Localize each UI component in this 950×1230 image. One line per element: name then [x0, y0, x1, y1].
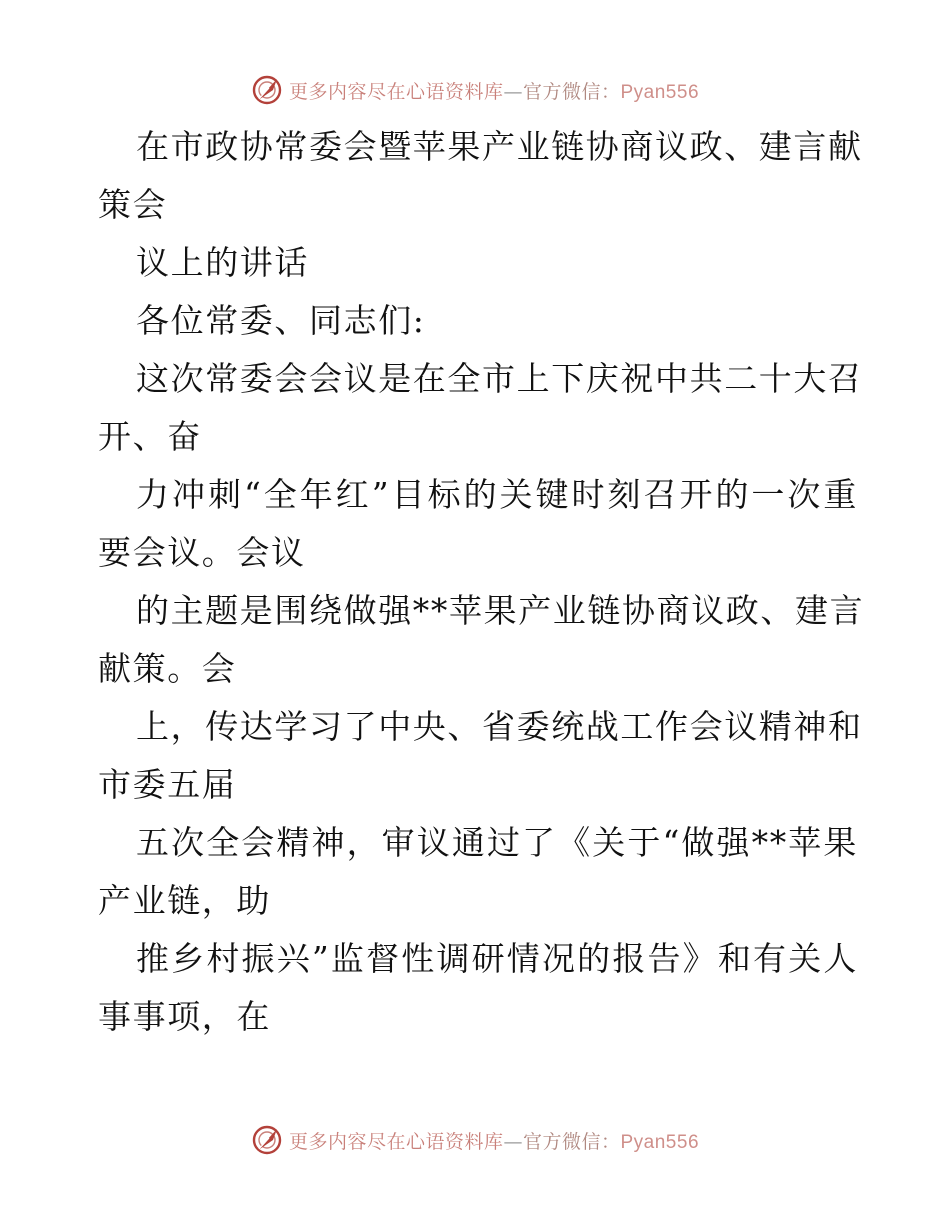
quill-logo-icon [251, 1124, 283, 1156]
text-line: 议上的讲话 [136, 243, 309, 282]
text-line: 在市政协常委会暨苹果产业链协商议政、建言献 [136, 127, 863, 166]
watermark-label: 官方微信： [522, 1130, 621, 1153]
footer-watermark [0, 1120, 950, 1160]
text-line: 上，传达学习了中央、省委统战工作会议精神和 [136, 707, 863, 746]
watermark-title: 更多内容尽在心语资料库 [288, 1130, 504, 1153]
text-line: 事事项，在 [98, 997, 271, 1036]
watermark-separator: — [503, 1130, 523, 1153]
watermark-title: 更多内容尽在心语资料库 [288, 80, 504, 103]
text-line: 这次常委会会议是在全市上下庆祝中共二十大召 [136, 359, 863, 398]
text-line: 市委五届 [98, 765, 237, 804]
text-line: 五次全会精神，审议通过了《关于“做强**苹果 [136, 823, 858, 862]
text-line: 的主题是围绕做强**苹果产业链协商议政、建言 [136, 591, 865, 630]
text-line: 力冲刺“全年红”目标的关键时刻召开的一次重 [136, 475, 858, 514]
watermark-separator: — [503, 80, 523, 103]
watermark-label: 官方微信： [522, 80, 621, 103]
text-line: 推乡村振兴”监督性调研情况的报告》和有关人 [136, 939, 858, 978]
text-line: 要会议。会议 [98, 533, 306, 572]
text-line: 献策。会 [98, 649, 237, 688]
watermark-text [289, 1127, 699, 1154]
text-line: 策会 [98, 185, 168, 224]
text-line: 开、奋 [98, 417, 202, 456]
watermark-wechat-id: Pyan556 [620, 81, 700, 103]
text-line: 各位常委、同志们: [136, 301, 426, 340]
quill-logo-icon [251, 74, 283, 106]
document-body [98, 118, 865, 1046]
text-line: 产业链，助 [98, 881, 271, 920]
header-watermark [0, 70, 950, 110]
watermark-text [289, 77, 699, 104]
watermark-wechat-id: Pyan556 [620, 1131, 700, 1153]
